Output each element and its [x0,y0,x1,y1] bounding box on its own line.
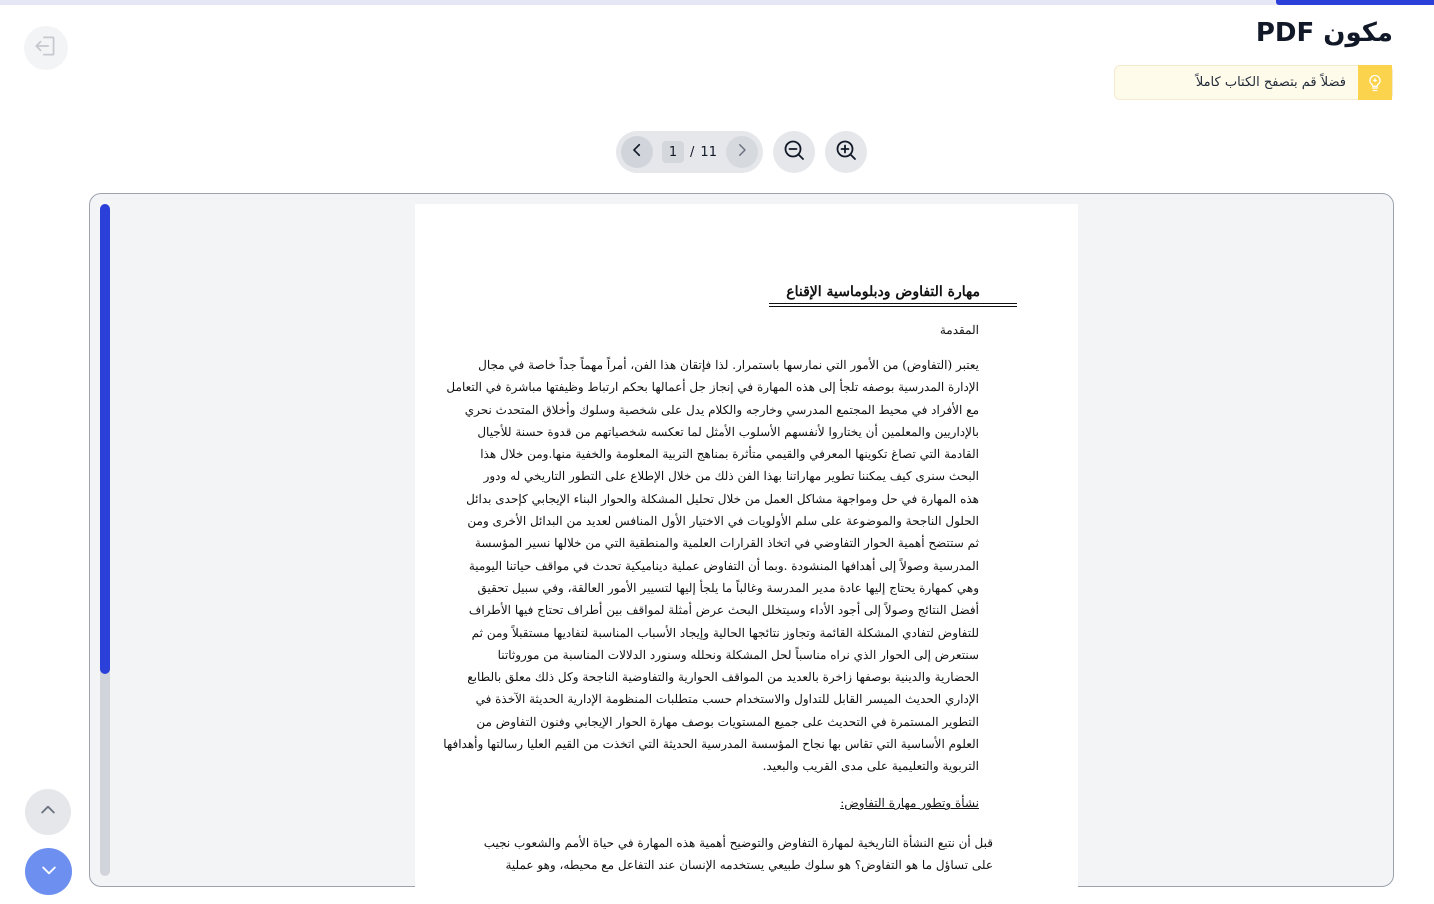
document-title: مهارة التفاوض ودبلوماسية الإقناع [786,284,980,300]
text-line: الحلول الناجحة والموضوعة على سلم الأولويات في الاختيار الأول المنافس لعديد من البدائل الأخرى ومن [467,514,979,529]
text-line: القادمة التي تصاغ تكوينها المعرفي والقيمي متأثرة بمناهج التربية المعلومة والخفية منها.ومن خلال هذا [480,447,979,462]
chevron-up-icon [38,800,58,824]
text-line: التطوير المستمرة في التحديث على جميع المستويات بوصف مهارة الحوار الإيجابي وفنون التفاوض من [476,714,979,729]
text-line: العلوم الأساسية التي تقاس بها نجاح المؤسسة المدرسية الحديثة التي اتخذت من القيم العليا رسالتها وأهدافها [443,737,979,752]
scrollbar-track[interactable] [100,204,110,876]
text-line: قبل أن نتبع النشأة التاريخية لمهارة التفاوض والتوضيح أهمية هذه المهارة في حياة الأمم والشعوب نجيب [483,836,993,850]
text-line: هذه المهارة في حل ومواجهة مشاكل العمل من خلال تحليل المشكلة والحوار البناء الإيجابي كإحدى بدائل [466,491,979,506]
previous-page-button[interactable] [621,136,653,168]
title-underline [769,303,1017,307]
text-line: التربوية والتعليمية على مدى القريب والبعيد. [762,759,979,774]
chevron-down-icon [39,860,59,884]
text-line: الحضارية والدينية بوصفها زاخرة بالعديد من المواقف الحوارية والتفاوضية الناجحة وكل ذلك معلق بالطابع [467,670,979,685]
scroll-down-button[interactable] [25,848,72,895]
text-line: أفضل النتائج وصولاً إلى أجود الأداء وسيتخلل البحث عرض أمثلة لمواقف بين أطراف تحتاج فيها الأطراف [468,603,979,618]
text-line: الإدارة المدرسية بوصفه تلجأ إلى هذه المهارة في إنجاز جل أعمالها بحكم ارتباط وظيفتها مباشرة في التعامل [446,380,979,395]
text-line: وهي كمهارة يحتاج إليها عادة مدير المدرسة وغالباً ما يلجأ إليها لتسيير الأمور العالقة، وفي سبيل تحقيق [477,580,979,595]
pdf-page [415,204,1078,904]
exit-button[interactable] [24,26,68,70]
chevron-left-icon [628,141,646,163]
text-line: على تساؤل ما هو التفاوض؟ هو سلوك طبيعي يستخدمه الإنسان عند التفاعل مع محيطه، وهو عملية [505,858,993,873]
paragraph-1 [443,354,979,778]
intro-label: المقدمة [939,323,979,337]
reading-progress-bar [0,0,1434,5]
hint-text: فضلاً قم بتصفح الكتاب كاملاً [1195,75,1346,90]
zoom-in-icon [834,138,858,166]
total-pages: 11 [700,144,717,160]
zoom-out-icon [782,138,806,166]
text-line: ثم ستتضح أهمية الحوار التفاوضي في اتخاذ القرارات العلمية والمنطقية التي من خلالها نسير المؤسسة [474,536,979,551]
exit-icon [33,33,59,63]
lightbulb-icon [1358,65,1392,100]
reading-progress-fill [1276,0,1434,5]
chevron-right-icon [733,141,751,163]
page-title: مكون PDF [1255,18,1393,48]
text-line: الإداري الحديث الميسر القابل للتداول والاستخدام حسب متطلبات المنظومة الإدارية الحديثة الآخذة في [475,692,979,707]
page-separator: / [690,144,695,160]
paragraph-2 [483,832,993,877]
zoom-out-button[interactable] [773,131,815,173]
section-heading: نشأة وتطور مهارة التفاوض: [840,796,979,810]
scroll-up-button[interactable] [25,789,71,835]
current-page-input[interactable]: 1 [662,141,684,163]
text-line: بالإداريين والمعلمين أن يختاروا لأنفسهم الأسلوب الأمثل لما تعكسه شخصياتهم من قدوة حسنة للأجيال [477,424,979,439]
page-indicator [662,141,717,163]
page-navigator [616,131,763,173]
zoom-in-button[interactable] [825,131,867,173]
next-page-button[interactable] [726,136,758,168]
pdf-viewer[interactable] [89,193,1394,887]
text-line: المدرسية وصولاً إلى أهدافها المنشودة .وبما أن التفاوض عملية ديناميكية تحدث في مواقف حياتنا اليومية [468,558,979,573]
text-line: البحث سنرى كيف يمكننا تطوير مهاراتنا بهذا الفن ذلك من خلال الإطلاع على التطور التاريخي له ودور [483,469,979,484]
text-line: مع الأفراد في محيط المجتمع المدرسي وخارجه والكلام يدل على شخصية وسلوك وأخلاق المتحدث نحري [464,402,979,417]
text-line: سنتعرض إلى الحوار الذي نراه مناسباً لحل المشكلة ونحلله وسنورد الدلالات المناسبة من موروثاتنا [497,647,979,662]
text-line: للتفاوض لتفادي المشكلة القائمة وتجاوز نتائجها الحالية وإيجاد الأسباب المناسبة لتفاديها مستقبلاً ومن ثم [471,625,979,640]
text-line: يعتبر (التفاوض) من الأمور التي نمارسها باستمرار. لذا فإتقان هذا الفن، أمراً مهماً جداً خاصة في مجال [478,358,979,372]
hint-banner [1114,65,1393,100]
scrollbar-thumb[interactable] [100,204,110,674]
